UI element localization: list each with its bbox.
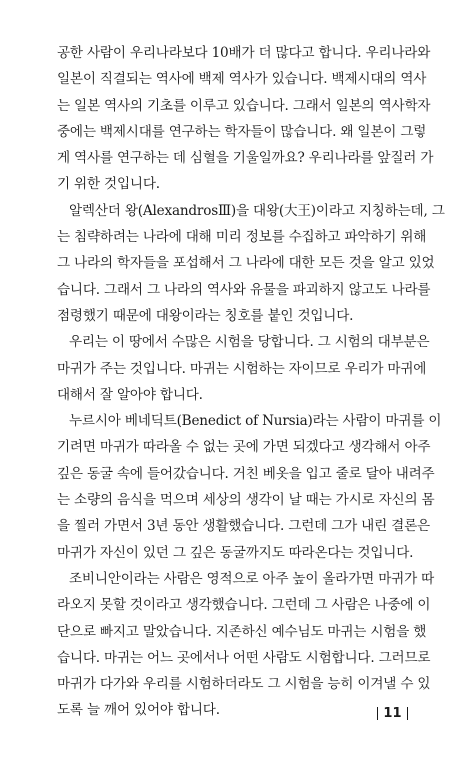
paragraph-1 bbox=[57, 40, 434, 198]
text-line: 우리는 이 땅에서 수많은 시험을 당합니다. 그 시험의 대부분은 bbox=[69, 334, 430, 351]
text-line: 공한 사람이 우리나라보다 10배가 더 많다고 합니다. 우리나라와 bbox=[57, 45, 431, 61]
paragraph-5 bbox=[57, 566, 435, 724]
text-line: 중에는 백제시대를 연구하는 학자들이 많습니다. 왜 일본이 그렇 bbox=[57, 123, 427, 140]
text-line: 습니다. 마귀는 어느 곳에서나 어떤 사람도 시험합니다. 그러므로 bbox=[57, 649, 431, 666]
text-line: 게 역사를 연구하는 데 심혈을 기울일까요? 우리나라를 앞질러 가 bbox=[57, 150, 434, 167]
text-line: 기려면 마귀가 따라올 수 없는 곳에 가면 되겠다고 생각해서 아주 bbox=[57, 439, 431, 456]
text-line: 마귀가 자신이 있던 그 깊은 동굴까지도 따라온다는 것입니다. bbox=[57, 544, 414, 561]
text-line: 는 일본 역사의 기초를 이루고 있습니다. 그래서 일본의 역사학자 bbox=[57, 97, 431, 114]
separator-bar bbox=[377, 707, 379, 720]
text-line: 는 침략하려는 나라에 대해 미리 정보를 수집하고 파악하기 위해 bbox=[57, 229, 427, 246]
text-line: 조비니안이라는 사람은 영적으로 아주 높이 올라가면 마귀가 따 bbox=[69, 570, 435, 587]
text-line: 점령했기 때문에 대왕이라는 칭호를 붙인 것입니다. bbox=[57, 307, 354, 324]
page-footer bbox=[372, 706, 413, 721]
text-line: 누르시아 베네딕트(Benedict of Nursia)라는 사람이 마귀를 이 bbox=[69, 413, 442, 430]
paragraph-4 bbox=[57, 408, 442, 566]
text-line: 대해서 잘 알아야 합니다. bbox=[57, 386, 203, 403]
paragraph-3 bbox=[57, 329, 430, 408]
text-line: 을 찔러 가면서 3년 동안 생활했습니다. 그런데 그가 내린 결론은 bbox=[57, 518, 430, 535]
paragraph-2 bbox=[57, 198, 445, 329]
text-line: 기 위한 것입니다. bbox=[57, 176, 160, 193]
text-line: 마귀가 주는 것입니다. 마귀는 시험하는 자이므로 우리가 마귀에 bbox=[57, 360, 427, 377]
text-line: 습니다. 그래서 그 나라의 역사와 유물을 파괴하지 않고도 나라를 bbox=[57, 281, 431, 298]
text-line: 는 소량의 음식을 먹으며 세상의 생각이 날 때는 가시로 자신의 몸 bbox=[57, 492, 435, 509]
text-line: 알렉산더 왕(AlexandrosⅢ)을 대왕(大王)이라고 지칭하는데, 그 bbox=[69, 202, 445, 219]
document-body bbox=[57, 40, 445, 724]
text-line: 마귀가 다가와 우리를 시험하더라도 그 시험을 능히 이겨낼 수 있 bbox=[57, 676, 431, 693]
text-line: 그 나라의 학자들을 포섭해서 그 나라에 대한 모든 것을 알고 있었 bbox=[57, 255, 435, 272]
text-line: 단으로 빠지고 말았습니다. 지존하신 예수님도 마귀는 시험을 했 bbox=[57, 623, 427, 640]
text-line: 일본이 직결되는 역사에 백제 역사가 있습니다. 백제시대의 역사 bbox=[57, 71, 427, 88]
page-number: 11 bbox=[383, 706, 402, 721]
separator-bar bbox=[407, 707, 409, 720]
text-line: 깊은 동굴 속에 들어갔습니다. 거친 베옷을 입고 줄로 달아 내려주 bbox=[57, 465, 435, 482]
text-line: 도록 늘 깨어 있어야 합니다. bbox=[57, 702, 220, 719]
text-line: 라오지 못할 것이라고 생각했습니다. 그런데 그 사람은 나중에 이 bbox=[57, 597, 431, 614]
